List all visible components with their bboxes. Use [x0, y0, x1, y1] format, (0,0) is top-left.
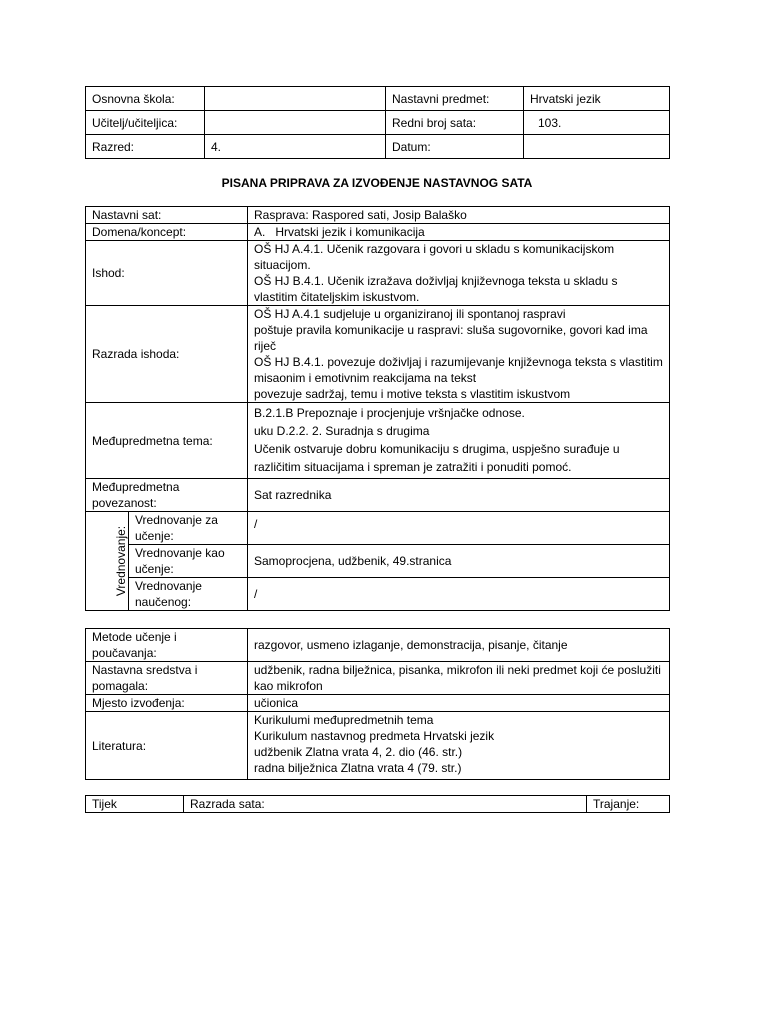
outcome-detail-line: OŠ HJ A.4.1 sudjeluje u organiziranoj ili spontanoj raspravi [254, 307, 566, 321]
literature-value [248, 712, 670, 780]
literature-line: udžbenik Zlatna vrata 4, 2. dio (46. str.) [254, 745, 463, 759]
grade-value: 4. [205, 135, 386, 159]
cross-topic-line: uku D.2.2. 2. Suradnja s drugima [254, 424, 430, 438]
cross-topic-value [248, 403, 670, 479]
lesson-label: Nastavni sat: [86, 207, 248, 224]
resources-table [85, 628, 670, 780]
subject-value: Hrvatski jezik [524, 87, 670, 111]
evaluation-label: Vrednovanje naučenog: [129, 578, 248, 611]
lesson-number-label: Redni broj sata: [386, 111, 524, 135]
school-label: Osnovna škola: [86, 87, 205, 111]
evaluation-value: Samoprocjena, udžbenik, 49.stranica [248, 545, 670, 578]
domain-value-cell [248, 224, 670, 241]
outcome-detail-line: OŠ HJ B.4.1. povezuje doživljaj i razumijevanje književnoga teksta s vlastitim misaonim i emotivnim reakcijama na tekst [254, 355, 663, 385]
lesson-value: Rasprava: Raspored sati, Josip Balaško [248, 207, 670, 224]
domain-row [86, 224, 670, 241]
teacher-label: Učitelj/učiteljica: [86, 111, 205, 135]
cross-topic-line: Učenik ostvaruje dobru komunikaciju s drugima, uspješno surađuje u različitim situacijama i spreman je zatražiti i ponuditi pomoć. [254, 442, 620, 474]
materials-row [86, 662, 670, 695]
evaluation-value: / [248, 512, 670, 545]
header-row-grade [86, 135, 670, 159]
detail-label: Razrada sata: [184, 796, 587, 813]
evaluation-row [86, 578, 670, 611]
outcome-value [248, 241, 670, 306]
literature-label: Literatura: [86, 712, 248, 780]
literature-row [86, 712, 670, 780]
domain-label: Domena/koncept: [86, 224, 248, 241]
cross-topic-line: B.2.1.B Prepoznaje i procjenjuje vršnjačke odnose. [254, 406, 525, 420]
outcome-detail-row [86, 306, 670, 403]
subject-label: Nastavni predmet: [386, 87, 524, 111]
outcome-row [86, 241, 670, 306]
outcome-detail-line: povezuje sadržaj, temu i motive teksta s vlastitim iskustvom [254, 387, 571, 401]
date-label: Datum: [386, 135, 524, 159]
outcome-detail-line: poštuje pravila komunikacije u raspravi: sluša sugovornike, govori kad ima riječ [254, 323, 648, 353]
place-row [86, 695, 670, 712]
header-row-teacher [86, 111, 670, 135]
page-title: PISANA PRIPRAVA ZA IZVOĐENJE NASTAVNOG SATA [221, 176, 533, 190]
evaluation-header: Vrednovanje: [114, 525, 129, 597]
evaluation-header-cell [86, 512, 129, 611]
school-value [205, 87, 386, 111]
outcome-detail-label: Razrada ishoda: [86, 306, 248, 403]
lesson-table [85, 206, 670, 611]
flow-label: Tijek [86, 796, 184, 813]
outcome-line: OŠ HJ B.4.1. Učenik izražava doživljaj književnoga teksta u skladu s vlastitim čitateljskim iskustvom. [254, 274, 618, 304]
outcome-detail-value [248, 306, 670, 403]
plan-header-row [86, 796, 670, 813]
place-label: Mjesto izvođenja: [86, 695, 248, 712]
evaluation-row [86, 512, 670, 545]
plan-header-table [85, 795, 670, 813]
grade-label: Razred: [86, 135, 205, 159]
outcome-label: Ishod: [86, 241, 248, 306]
literature-line: Kurikulumi međupredmetnih tema [254, 713, 434, 727]
literature-line: radna bilježnica Zlatna vrata 4 (79. str.) [254, 761, 462, 775]
materials-label: Nastavna sredstva i pomagala: [86, 662, 248, 695]
teacher-value [205, 111, 386, 135]
cross-link-value: Sat razrednika [248, 479, 670, 512]
evaluation-label: Vrednovanje kao učenje: [129, 545, 248, 578]
evaluation-value: / [248, 578, 670, 611]
cross-topic-label: Međupredmetna tema: [86, 403, 248, 479]
lesson-number-value: 103. [524, 111, 670, 135]
cross-link-label: Međupredmetna povezanost: [86, 479, 248, 512]
lesson-row [86, 207, 670, 224]
domain-value: Hrvatski jezik i komunikacija [275, 225, 425, 239]
date-value [524, 135, 670, 159]
methods-label: Metode učenje i poučavanja: [86, 629, 248, 662]
duration-label: Trajanje: [587, 796, 670, 813]
methods-row [86, 629, 670, 662]
cross-topic-row [86, 403, 670, 479]
evaluation-row [86, 545, 670, 578]
header-table [85, 86, 670, 159]
cross-link-row [86, 479, 670, 512]
literature-line: Kurikulum nastavnog predmeta Hrvatski jezik [254, 729, 495, 743]
methods-value: razgovor, usmeno izlaganje, demonstracija, pisanje, čitanje [248, 629, 670, 662]
domain-marker: A. [254, 225, 266, 239]
materials-value: udžbenik, radna bilježnica, pisanka, mikrofon ili neki predmet koji će poslužiti kao mikrofon [248, 662, 670, 695]
place-value: učionica [248, 695, 670, 712]
evaluation-label: Vrednovanje za učenje: [129, 512, 248, 545]
header-row-school [86, 87, 670, 111]
outcome-line: OŠ HJ A.4.1. Učenik razgovara i govori u skladu s komunikacijskom situacijom. [254, 242, 615, 272]
